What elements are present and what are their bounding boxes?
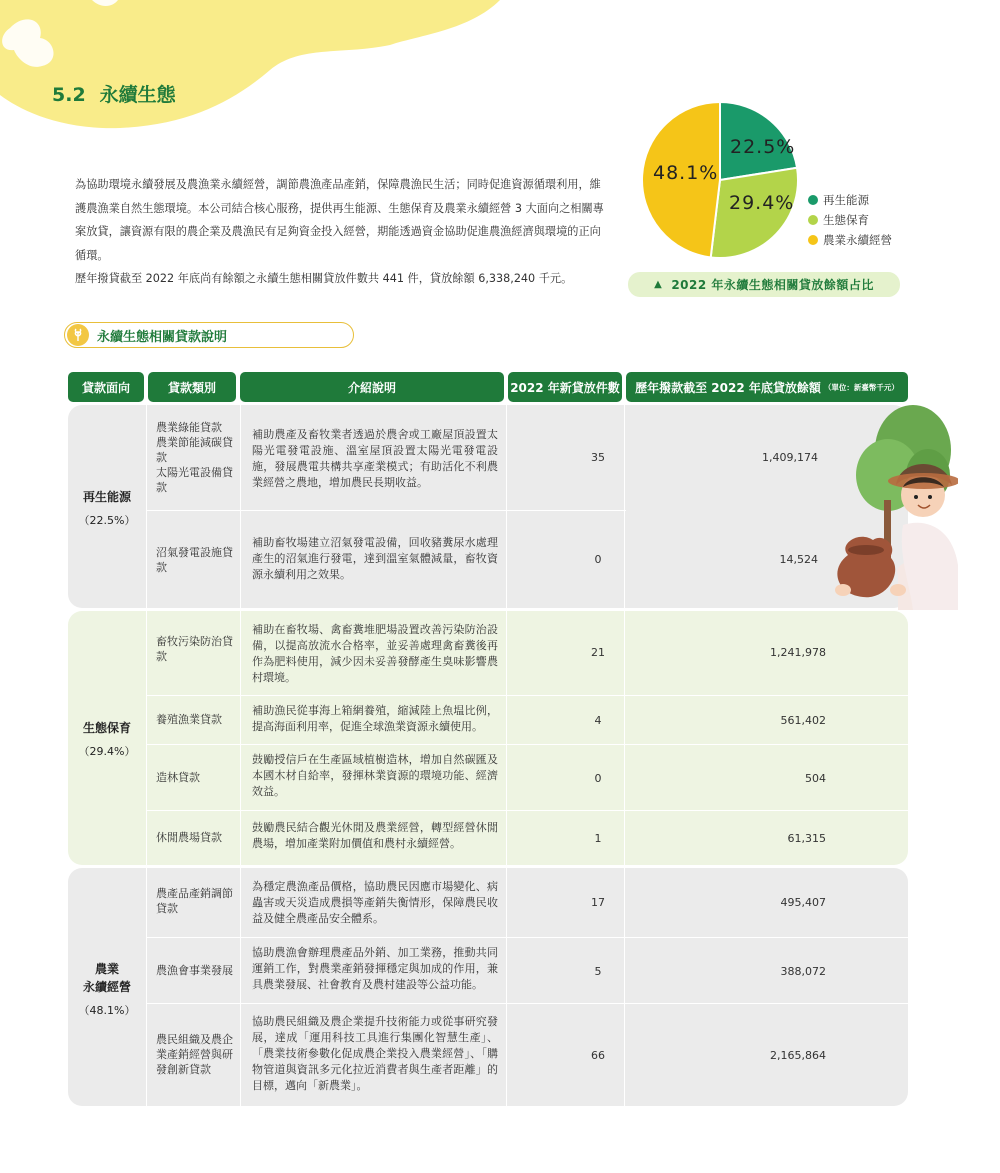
new-count: 5 [594,965,602,978]
balance-amount: 1,409,174 [762,451,818,464]
new-count: 4 [594,714,602,727]
loan-description: 補助漁民從事海上箱網養殖，縮減陸上魚塭比例，提高海面利用率，促進全球漁業資源永續使用。 [252,704,498,733]
balance-amount: 388,072 [780,965,826,978]
category-percent: （22.5%） [78,514,136,527]
category-percent: （48.1%） [78,1004,136,1017]
header-loan-type: 貸款類別 [148,372,236,402]
subsection-title: 永續生態相關貸款說明 [97,329,228,345]
loan-type: 農產品產銷調節貸款 [156,887,233,915]
intro-paragraph: 為協助環境永續發展及農漁業永續經營，調節農漁產品產銷，保障農漁民生活；同時促進資源循環利用，維護農漁業自然生態環境。本公司結合核心服務，提供再生能源、生態保育及農業永續經營 3 大面向之相關專案放貸，讓資源有限的農企業及農漁民有足夠資金投入經營，期能透過資金協助促進農漁經濟與環境的正向循環。 [75,178,604,262]
row-divider [146,510,626,511]
header-balance-label: 歷年撥款截至 2022 年底貸放餘額 [635,380,821,395]
loan-type: 休閒農場貸款 [156,831,222,844]
loan-description: 補助畜牧場建立沼氣發電設備，回收豬糞尿水處理產生的沼氣進行發電，達到溫室氣體減量，畜牧資源永續利用之效果。 [252,536,498,581]
pie-slice-label: 48.1% [653,162,719,184]
new-count: 17 [591,896,605,909]
new-count: 66 [591,1049,605,1062]
loan-description: 補助農產及畜牧業者透過於農舍或工廠屋頂設置太陽光電發電設施、溫室屋頂設置太陽光電發電設施，發展農電共構共享產業模式；有助活化不利農業經營之農地，增加農民長期收益。 [252,428,498,489]
legend-dot [808,235,818,245]
new-count: 0 [594,553,602,566]
legend-label: 再生能源 [823,193,869,207]
loan-description: 鼓勵農民結合觀光休閒及農業經營，轉型經營休閒農場，增加產業附加價值和農村永續經營。 [252,821,498,850]
category-name: 再生能源 [82,490,131,504]
category-cell [68,960,146,1020]
pie-slice-label: 22.5% [730,136,796,158]
loan-type: 農漁會事業發展 [156,964,233,977]
new-count: 1 [594,832,602,845]
balance-amount: 61,315 [787,832,826,845]
chart-caption [628,272,900,297]
loan-type: 農業綠能貸款 農業節能減碳貸款 太陽光電設備貸款 [156,421,233,494]
balance-amount: 2,165,864 [770,1049,826,1062]
chart-legend [808,190,892,250]
category-cell [68,488,146,530]
row-divider [146,1003,908,1004]
legend-label: 農業永續經營 [823,233,892,247]
legend-dot [808,195,818,205]
loan-type: 農民組織及農企業產銷經營與研發創新貸款 [156,1033,233,1076]
legend-item [808,230,892,250]
farmer-with-tree-illustration [818,405,958,610]
balance-amount: 14,524 [779,553,818,566]
loan-type: 養殖漁業貸款 [156,713,222,726]
new-count: 21 [591,646,605,659]
loan-description: 補助在畜牧場、禽畜糞堆肥場設置改善污染防治設備，以提高放流水合格率，並妥善處理禽畜糞後再作為肥料使用，減少因未妥善發酵產生臭味影響農村環境。 [252,623,498,684]
row-divider [146,744,908,745]
decorative-yellow-blob [0,0,500,150]
loan-description: 為穩定農漁產品價格，協助農民因應市場變化、病蟲害或天災造成農損等產銷失衡情形，保障農民收益及健全農產品安全體系。 [252,880,498,925]
row-divider [146,695,908,696]
section-heading: 永續生態 [99,84,176,106]
loan-type: 畜牧污染防治貸款 [156,635,233,663]
loan-description: 協助農民組織及農企業提升技術能力或從事研究發展，達成「運用科技工具進行集團化智慧生產」、「農業技術參數化促成農企業投入農業經營」、「購物管道與資訊多元化拉近消費者與生產者距離」的目標，邁向「新農業」。 [252,1015,498,1092]
legend-item [808,190,892,210]
legend-item [808,210,892,230]
new-count: 35 [591,451,605,464]
wheat-icon [67,324,89,346]
balance-amount: 504 [805,772,826,785]
header-loan-aspect: 貸款面向 [68,372,144,402]
legend-label: 生態保育 [823,213,869,227]
header-new-count: 2022 年新貸放件數 [508,372,622,402]
header-unit-note: （單位：新臺幣千元） [823,382,899,392]
category-cell [68,719,146,761]
legend-dot [808,215,818,225]
category-percent: （29.4%） [78,745,136,758]
category-name: 生態保育 [82,721,131,735]
loan-type: 造林貸款 [156,771,200,784]
loan-description: 協助農漁會辦理農產品外銷、加工業務，推動共同運銷工作，對農業產銷發揮穩定與加成的作用，兼具農業發展、社會教育及農村建設等公益功能。 [252,946,498,991]
caption-text: 2022 年永續生態相關貸放餘額占比 [671,278,874,292]
header-balance [626,372,908,402]
section-title [52,80,176,107]
pie-slice-label: 29.4% [729,192,795,214]
loan-description: 鼓勵授信戶在生產區域植樹造林，增加自然碳匯及本國木材自給率，發揮林業資源的環境功能、經濟效益。 [252,753,498,798]
triangle-icon: ▲ [654,279,663,290]
header-description: 介紹說明 [240,372,504,402]
balance-amount: 495,407 [780,896,826,909]
category-name: 農業 永續經營 [82,962,131,994]
balance-amount: 1,241,978 [770,646,826,659]
balance-amount: 561,402 [780,714,826,727]
new-count: 0 [594,772,602,785]
row-divider [146,810,908,811]
section-number: 5.2 [52,84,86,106]
loan-type: 沼氣發電設施貸款 [156,546,233,574]
row-divider [146,937,908,938]
subsection-heading [64,322,354,348]
summary-paragraph: 歷年撥貸截至 2022 年底尚有餘額之永續生態相關貸放件數共 441 件，貸放餘額 6,338,240 千元。 [75,272,573,285]
